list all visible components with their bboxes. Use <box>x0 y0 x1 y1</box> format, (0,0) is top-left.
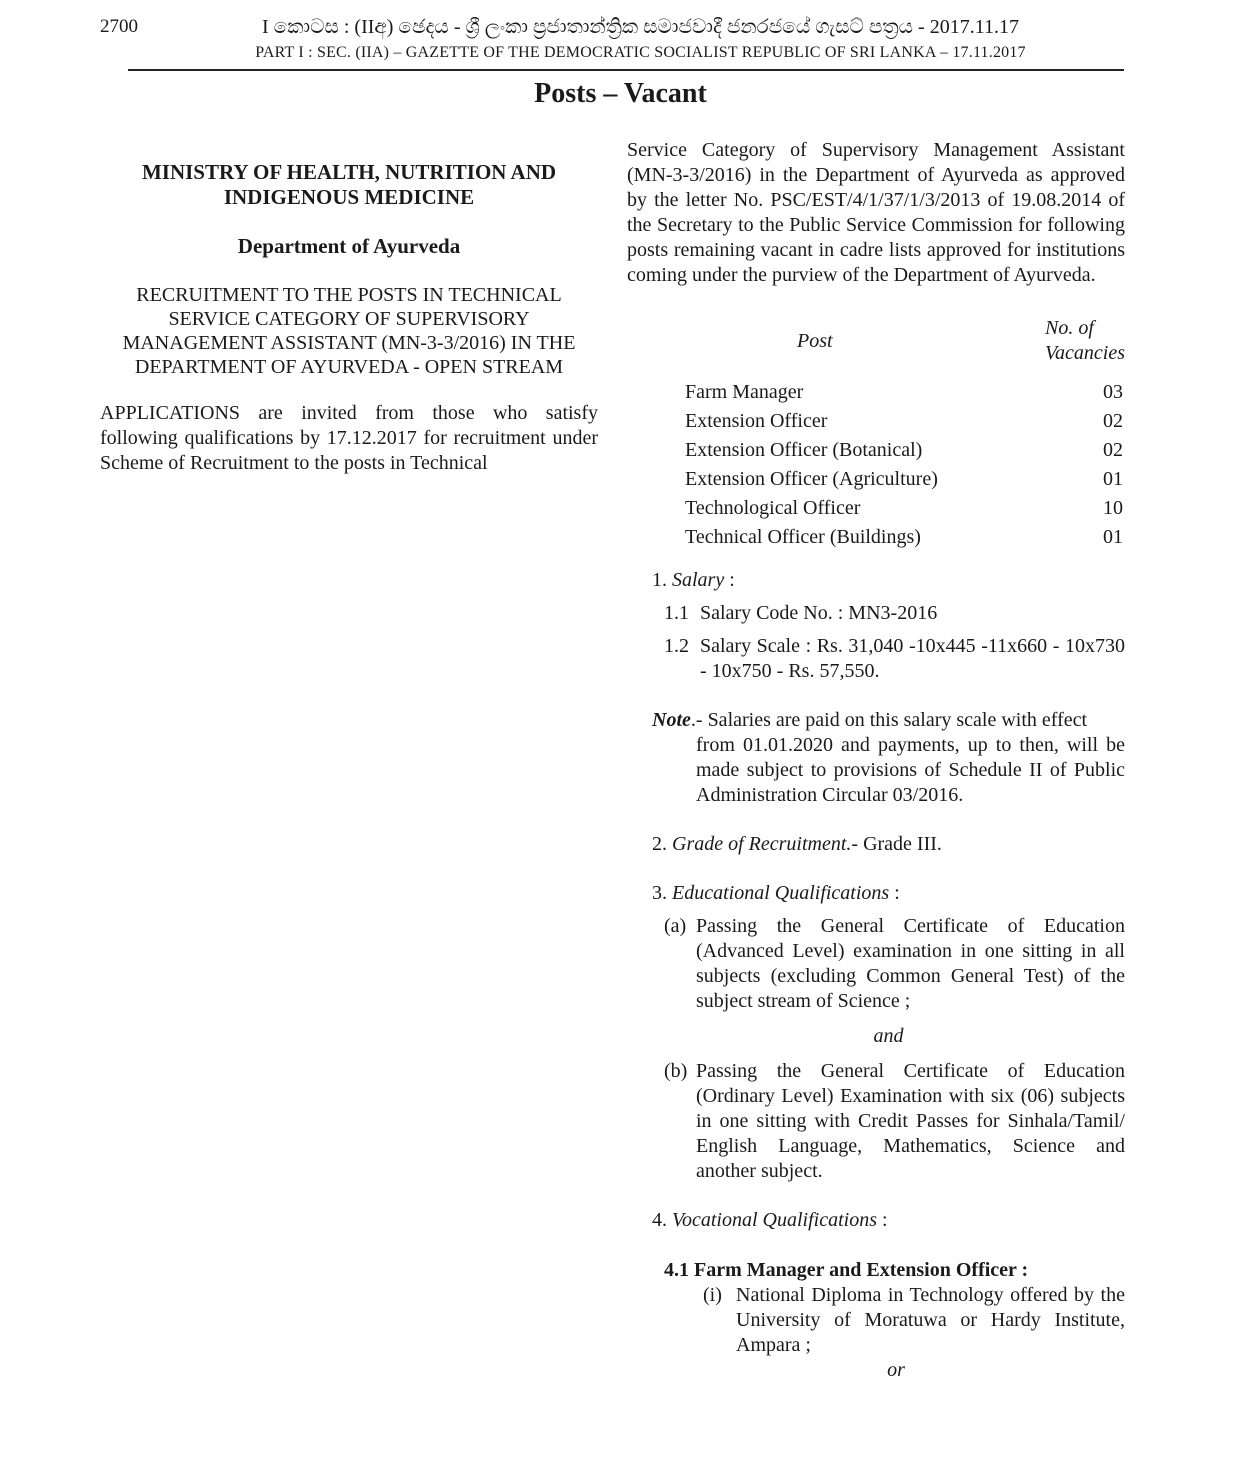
header-divider <box>128 69 1124 71</box>
education-colon: : <box>889 882 900 904</box>
vacancies-table <box>685 316 1125 554</box>
gazette-header-sinhala: I කොටස : (IIඅ) ඡෙදය - ශ්‍රී ලංකා ප්‍රජාතාන්ත්‍රික සමාජවාදී ජනරජයේ ගැසට් පත්‍රය - 2017.11.17 <box>262 16 1019 38</box>
intro-paragraph: APPLICATIONS are invited from those who satisfy following qualifications by 17.12.2017 for recruitment under Scheme of Recruitment to the posts in Technical <box>100 402 598 474</box>
farm-manager-subheading: 4.1 Farm Manager and Extension Officer : <box>664 1259 1029 1281</box>
vacancies-cell: 01 <box>1103 468 1124 490</box>
header-post: Post <box>797 329 833 352</box>
grade-title: Grade of Recruitment. <box>672 833 852 855</box>
table-header-row <box>685 316 1125 366</box>
vocational-heading <box>627 1208 1125 1233</box>
item-marker: (a) <box>664 915 687 937</box>
vocational-colon: : <box>877 1209 888 1231</box>
item-text: National Diploma in Technology offered by the University of Moratuwa or Hardy Institute, Ampara ; <box>736 1284 1125 1356</box>
salary-scale-item <box>627 634 1125 684</box>
ministry-line-2: INDIGENOUS MEDICINE <box>223 185 475 209</box>
note-first-line <box>652 708 1125 733</box>
post-cell: Extension Officer (Botanical) <box>685 439 923 461</box>
vacancies-cell: 02 <box>1103 439 1124 461</box>
ministry-line-1: MINISTRY OF HEALTH, NUTRITION AND <box>141 160 557 184</box>
section-title: Posts – Vacant <box>534 78 707 109</box>
ministry-heading <box>100 160 598 210</box>
continuation-paragraph: Service Category of Supervisory Management Assistant (MN-3-3/2016) in the Department of Ayurveda as approved by the letter No. PSC/EST/4/1/37/1/3/2013 of 19.08.2014 of the Secretary to the Public Service Commission for following posts remaining vacant in cadre lists approved for institutions coming under the purview of the Department of Ayurveda. <box>627 139 1125 286</box>
post-cell: Farm Manager <box>685 381 804 403</box>
vocational-title: Vocational Qualifications <box>672 1209 877 1231</box>
salary-colon: : <box>724 569 735 591</box>
gazette-header-english: PART I : SEC. (IIA) – GAZETTE OF THE DEMOCRATIC SOCIALIST REPUBLIC OF SRI LANKA – 17.11.2017 <box>255 44 1026 61</box>
vocational-item-i <box>627 1283 1125 1358</box>
note-first-text: Salaries are paid on this salary scale with effect <box>707 709 1088 731</box>
post-cell: Technical Officer (Buildings) <box>685 526 921 548</box>
grade-text: - Grade III. <box>851 833 942 855</box>
department-heading: Department of Ayurveda <box>237 234 461 258</box>
table-row <box>685 366 1125 409</box>
post-cell: Extension Officer <box>685 410 828 432</box>
page-number: 2700 <box>100 16 138 37</box>
vacancies-cell: 10 <box>1103 497 1124 519</box>
post-cell: Technological Officer <box>685 497 861 519</box>
salary-number: 1. <box>652 569 667 591</box>
and-connector: and <box>873 1025 904 1047</box>
table-row <box>685 438 1125 467</box>
table-row <box>685 467 1125 496</box>
item-text: Passing the General Certificate of Education (Ordinary Level) Examination with six (06) subjects in one sitting with Credit Passes for Sinhala/Tamil/ English Language, Mathematics, Science and another subject. <box>696 1060 1125 1182</box>
item-number: 1.1 <box>664 602 689 624</box>
education-item-a <box>627 914 1125 1014</box>
salary-code-item <box>627 601 1125 626</box>
item-text: Salary Code No. : MN3-2016 <box>700 602 938 624</box>
salary-note <box>627 708 1125 808</box>
education-number: 3. <box>652 882 667 904</box>
item-marker: (b) <box>664 1060 688 1082</box>
or-connector: or <box>887 1359 905 1381</box>
education-heading <box>627 881 1125 906</box>
grade-number: 2. <box>652 833 667 855</box>
table-row <box>685 409 1125 438</box>
education-item-b <box>627 1059 1125 1184</box>
post-cell: Extension Officer (Agriculture) <box>685 468 938 490</box>
left-column <box>100 160 598 476</box>
item-number: 1.2 <box>664 635 689 657</box>
vocational-number: 4. <box>652 1209 667 1231</box>
header-vacancies: No. of Vacancies <box>1045 317 1126 364</box>
note-separator: .- <box>690 709 708 731</box>
note-rest-text: from 01.01.2020 and payments, up to then, will be made subject to provisions of Schedule II of Public Administration Circular 03/2016. <box>696 734 1125 806</box>
salary-title: Salary <box>672 569 725 591</box>
table-row <box>685 525 1125 554</box>
salary-heading <box>627 568 1125 593</box>
item-marker: (i) <box>703 1284 722 1306</box>
vacancies-cell: 01 <box>1103 526 1124 548</box>
item-text: Passing the General Certificate of Education (Advanced Level) examination in one sitting in all subjects (excluding Common General Test) of the subject stream of Science ; <box>696 915 1125 1012</box>
note-label: Note <box>652 709 691 731</box>
item-text: Salary Scale : Rs. 31,040 -10x445 -11x660 - 10x730 - 10x750 - Rs. 57,550. <box>700 635 1125 682</box>
table-row <box>685 496 1125 525</box>
vacancies-cell: 02 <box>1103 410 1124 432</box>
vacancies-cell: 03 <box>1103 381 1124 403</box>
recruitment-heading: RECRUITMENT TO THE POSTS IN TECHNICAL SERVICE CATEGORY OF SUPERVISORY MANAGEMENT ASSISTANT (MN-3-3/2016) IN THE DEPARTMENT OF AYURVEDA - OPEN STREAM <box>122 284 576 378</box>
right-column <box>627 138 1125 1383</box>
grade-heading <box>627 832 1125 857</box>
education-title: Educational Qualifications <box>672 882 890 904</box>
